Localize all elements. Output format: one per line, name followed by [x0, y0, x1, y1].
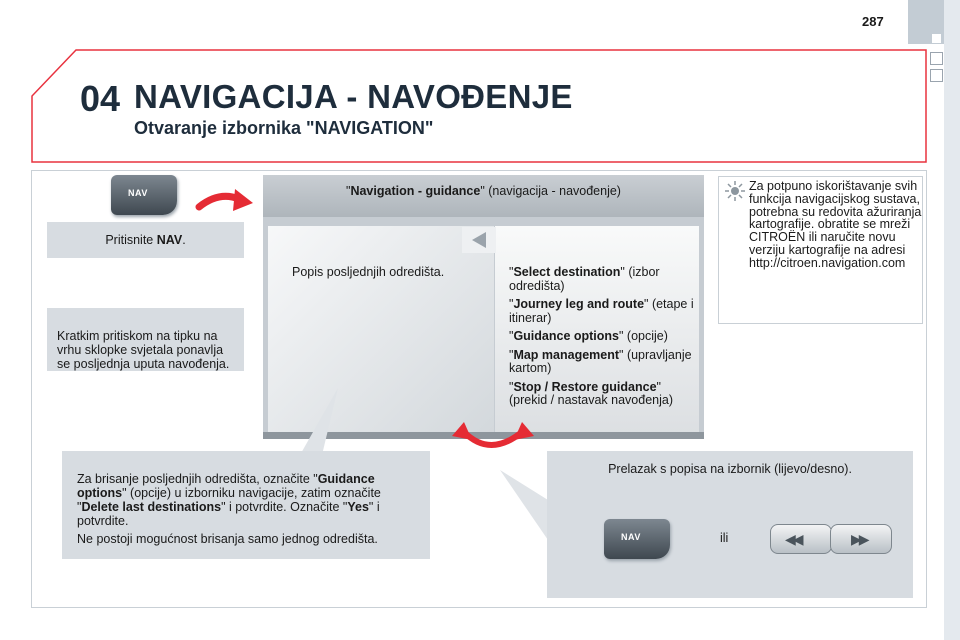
tip-text: Za potpuno iskorištavanje svih funkcija navigacijskog sustava, potrebna su redovita ažuriranja kartografije. obratite se mreži CITROËN ili naručite novu verziju kartografije na adresi http://citroen.navigation.com: [749, 179, 922, 270]
menu-item-map-management: "Map management" (upravljanje kartom): [509, 347, 692, 375]
nav-button-image: NAV: [111, 175, 177, 215]
screen-header-text: "Navigation - guidance" (navigacija - navođenje): [346, 184, 621, 198]
page-subtitle: Otvaranje izbornika "NAVIGATION": [134, 118, 434, 138]
short-press-note: Kratkim pritiskom na tipku na vrhu sklopke svjetala ponavlja se posljednja uputa navođenja.: [47, 308, 244, 371]
nav-button-image: NAV: [604, 519, 670, 559]
menu-item-journey-leg: "Journey leg and route" (etape i itinerar): [509, 297, 694, 325]
delete-destinations-note: Za brisanje posljednjih odredišta, označite "Guidance options" (opcije) u izborniku navigacije, zatim označite "Delete last destinations" i potvrdite. Označite "Yes" i potvrdite. Ne postoji mogućnost brisanja samo jednog odredišta.: [62, 451, 430, 559]
rewind-icon: ◀◀: [785, 531, 801, 547]
press-nav-box: Pritisnite NAV.: [47, 222, 244, 258]
menu-item-guidance-options: "Guidance options" (opcije): [509, 329, 668, 343]
menu-item-stop-restore: "Stop / Restore guidance" (prekid / nastavak navođenja): [509, 379, 673, 407]
switch-note-text: Prelazak s popisa na izbornik (lijevo/desno).: [608, 462, 852, 476]
or-label: ili: [720, 531, 729, 545]
recent-destinations-label: Popis posljednjih odredišta.: [292, 265, 445, 279]
chapter-number: 04: [80, 78, 121, 119]
fast-forward-icon: ▶▶: [851, 531, 867, 547]
page-title: NAVIGACIJA - NAVOĐENJE: [134, 78, 573, 115]
menu-item-select-destination: "Select destination" (izbor odredišta): [509, 265, 660, 293]
fast-forward-button-image: [830, 524, 892, 554]
lightbulb-icon: [724, 180, 746, 202]
rewind-button-image: [770, 524, 832, 554]
page-number: 287: [862, 14, 884, 29]
